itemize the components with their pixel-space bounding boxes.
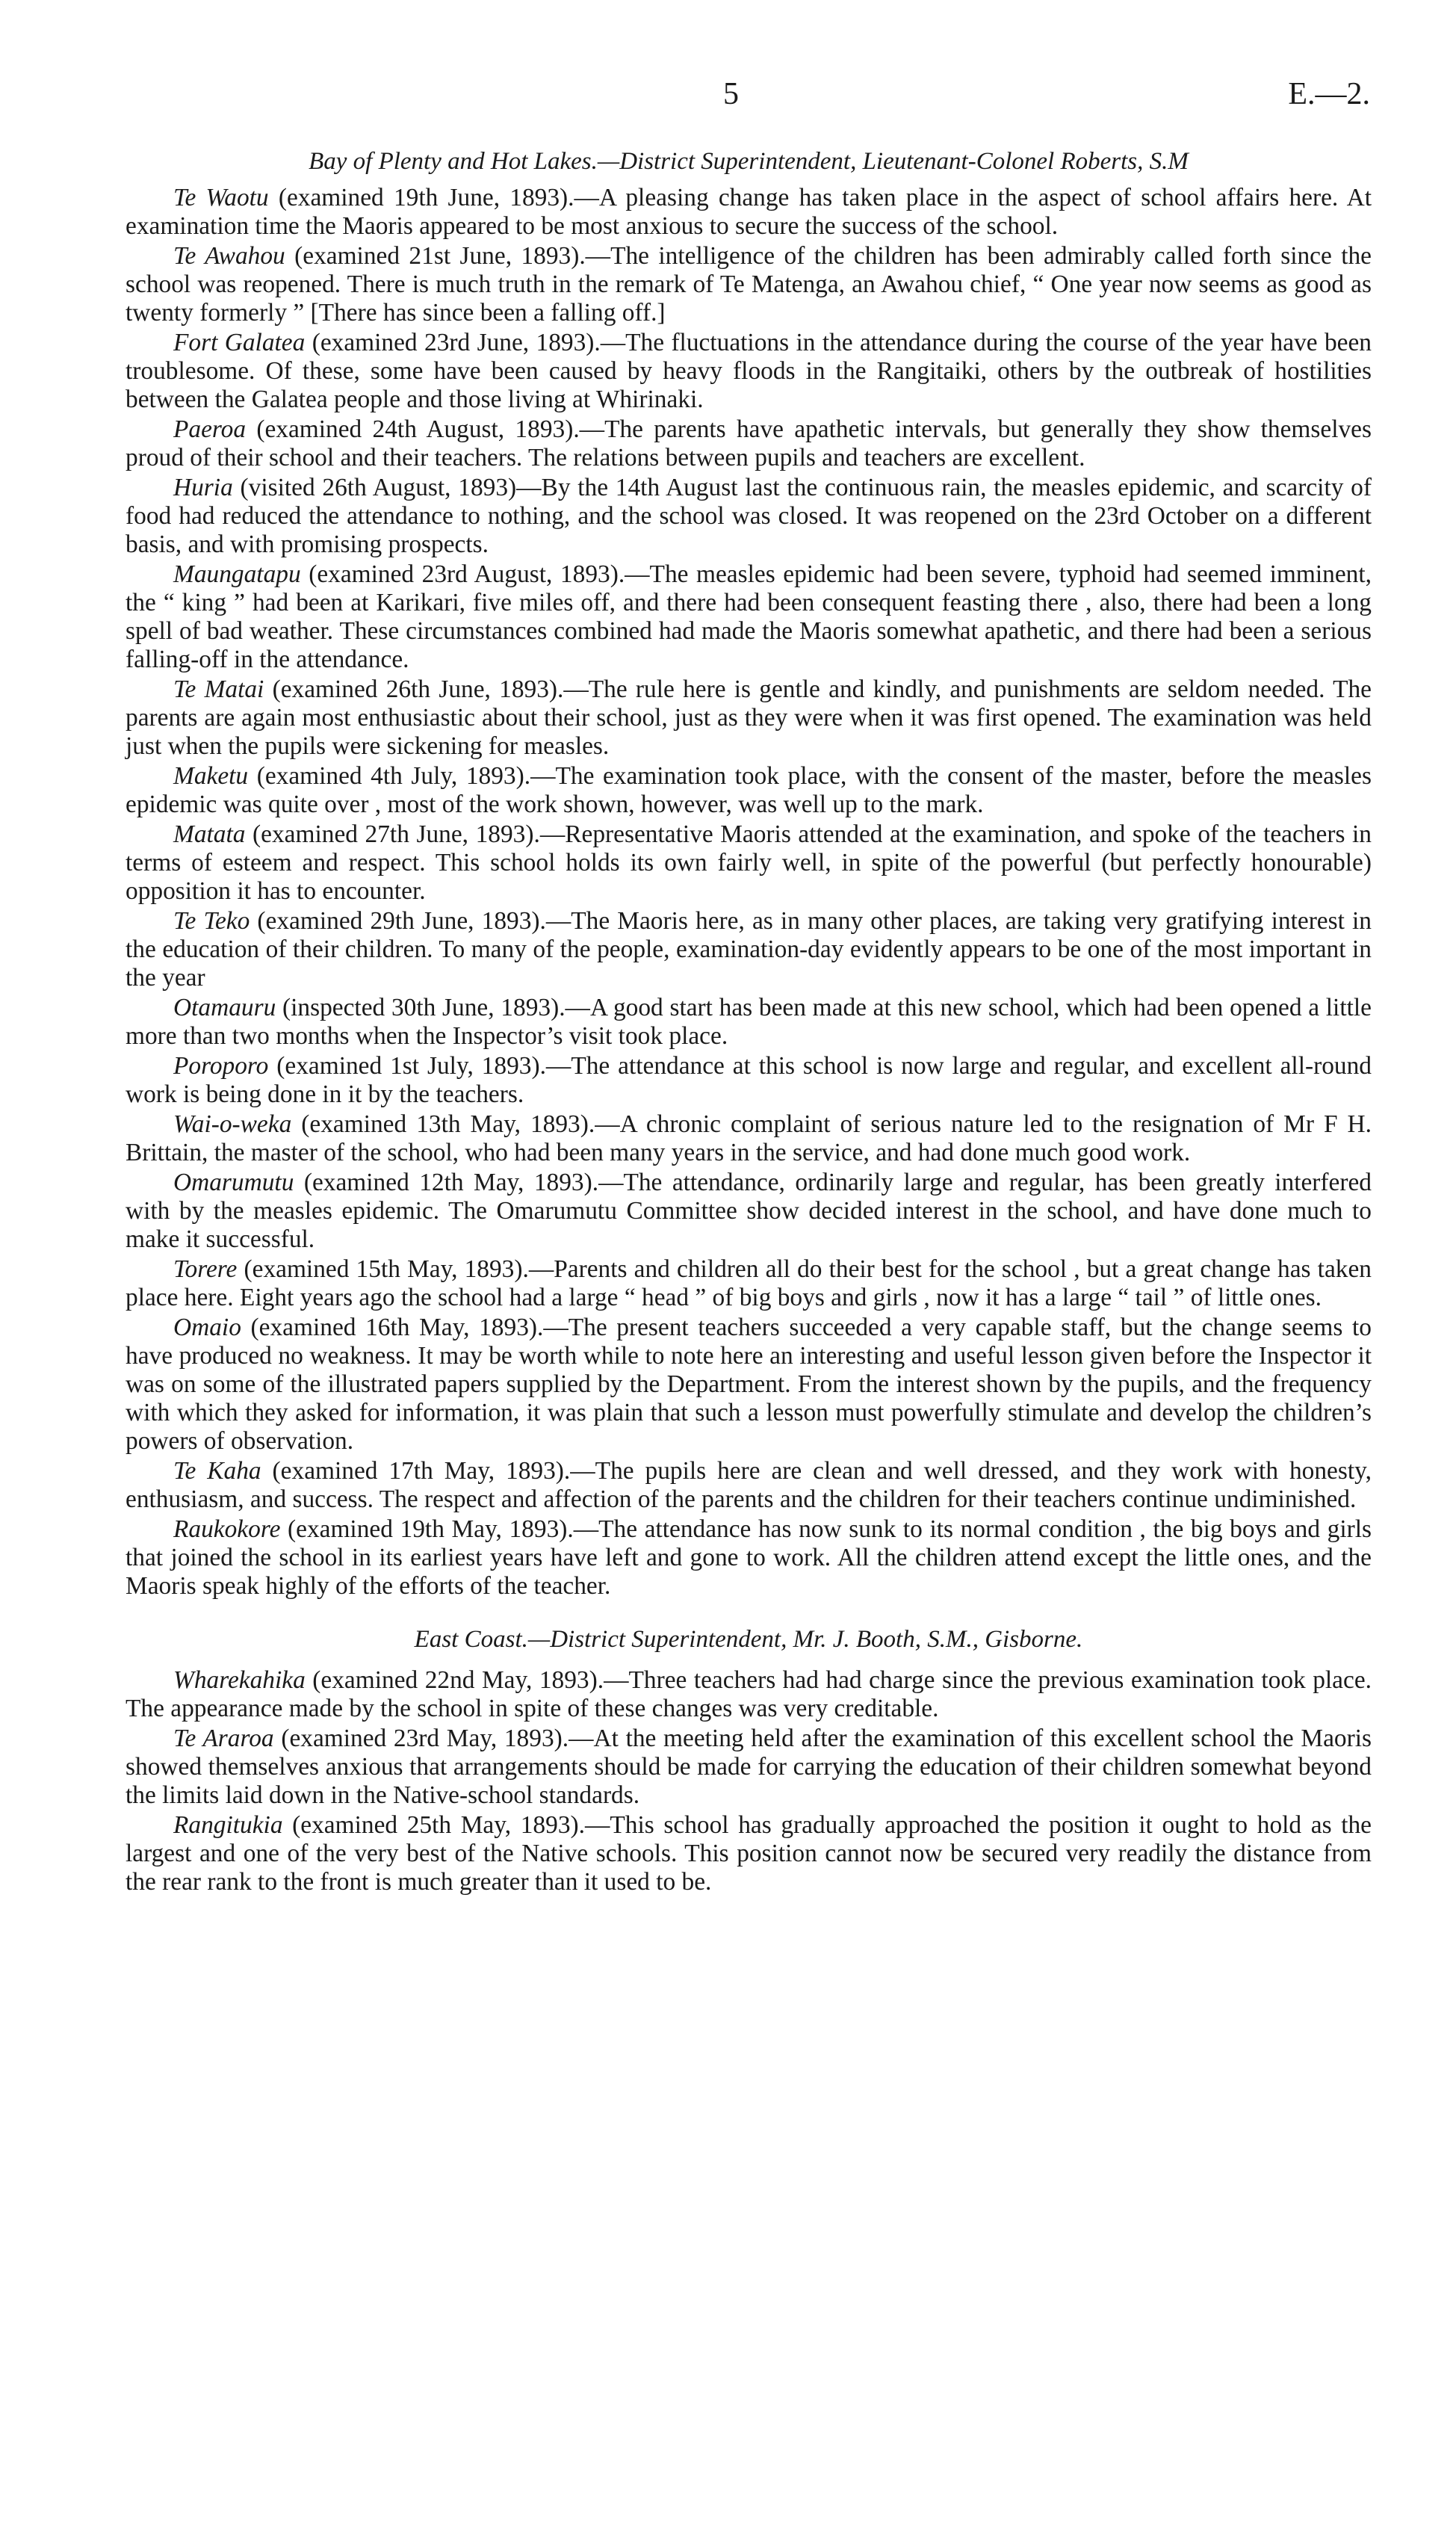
school-entry [126, 762, 1372, 819]
school-report-text: (examined 26th June, 1893).—The rule here is gentle and kindly, and punishments are seldom needed. The parents are again most enthusiastic about their school, just as they were when it was first opened. The examination was held just when the pupils were sickening for measles. [126, 675, 1372, 760]
school-entry [126, 1457, 1372, 1514]
section-heading: Bay of Plenty and Hot Lakes.—District Superintendent, Lieutenant-Colonel Roberts, S.M [309, 148, 1189, 175]
school-entry [126, 1666, 1372, 1723]
school-report-text: (examined 19th May, 1893).—The attendance has now sunk to its normal condition , the big boys and girls that joined the school in its earliest years have left and gone to work. All the children attend except the little ones, and the Maoris speak highly of the efforts of the teacher. [126, 1515, 1372, 1600]
school-report-text: (examined 13th May, 1893).—A chronic complaint of serious nature led to the resignation of Mr F H. Brittain, the master of the school, who had been many years in the service, and had done much good work. [126, 1110, 1372, 1166]
section-bay-of-plenty [126, 146, 1372, 1601]
school-name: Te Waotu [173, 184, 269, 211]
school-entry [126, 1169, 1372, 1254]
school-entry [126, 1725, 1372, 1810]
school-name: Wharekahika [173, 1666, 306, 1694]
school-report-text: (visited 26th August, 1893)—By the 14th August last the continuous rain, the measles epidemic, and scarcity of food had reduced the attendance to nothing, and the school was closed. It was reopened on the 23rd October on a different basis, and with promising prospects. [126, 474, 1372, 558]
school-name: Te Araroa [173, 1725, 274, 1752]
school-report-text: (examined 1st July, 1893).—The attendance at this school is now large and regular, and excellent all-round work is being done in it by the teachers. [126, 1052, 1372, 1108]
document-reference: E.—2. [1288, 77, 1370, 111]
page-header [120, 72, 1370, 117]
school-entry [126, 560, 1372, 674]
school-report-text: (examined 27th June, 1893).—Representative Maoris attended at the examination, and spoke of the teachers in terms of esteem and respect. This school holds its own fairly well, in spite of the powerful (but perfectly honourable) opposition it has to encounter. [126, 820, 1372, 905]
school-report-text: (examined 15th May, 1893).—Parents and children all do their best for the school , but a great change has taken place here. Eight years ago the school had a large “ head ” of big boys and girls , now it has a large “ tail ” of little ones. [126, 1255, 1372, 1311]
school-name: Paeroa [173, 415, 247, 443]
school-name: Te Awahou [173, 242, 285, 270]
school-report-text: (examined 12th May, 1893).—The attendance, ordinarily large and regular, has been greatly interfered with by the measles epidemic. The Omarumutu Committee show decided interest in the school, and have done much to make it successful. [126, 1169, 1372, 1253]
school-report-text: (examined 16th May, 1893).—The present teachers succeeded a very capable staff, but the change seems to have produced no weakness. It may be worth while to note here an interesting and useful lesson given before the Inspector it was on some of the illustrated papers supplied by the Department. From the interest shown by the pupils, and the frequency with which they asked for information, it was plain that such a lesson must powerfully stimulate and develop the children’s powers of observation. [126, 1314, 1372, 1455]
school-entry [126, 1255, 1372, 1312]
section-east-coast [126, 1624, 1372, 1896]
school-entry [126, 415, 1372, 472]
school-report-text: (examined 23rd May, 1893).—At the meeting held after the examination of this excellent school the Maoris showed themselves anxious that arrangements should be made for carrying the education of their children somewhat beyond the limits laid down in the Native-school standards. [126, 1725, 1372, 1809]
school-name: Fort Galatea [173, 329, 306, 356]
school-entry [126, 994, 1372, 1051]
school-report-text: (inspected 30th June, 1893).—A good start has been made at this new school, which had been opened a little more than two months when the Inspector’s visit took place. [126, 994, 1372, 1050]
school-entry [126, 1314, 1372, 1456]
school-name: Wai-o-weka [173, 1110, 292, 1138]
school-report-text: (examined 17th May, 1893).—The pupils here are clean and well dressed, and they work with honesty, enthusiasm, and success. The respect and affection of the parents and the children for their teachers continue undiminished. [126, 1457, 1372, 1513]
school-name: Maketu [173, 762, 249, 790]
school-report-text: (examined 29th June, 1893).—The Maoris here, as in many other places, are taking very gratifying interest in the education of their children. To many of the people, examination-day evidently appears to be one of the most important in the year [126, 907, 1372, 992]
school-report-text: (examined 22nd May, 1893).—Three teachers had had charge since the previous examination took place. The appearance made by the school in spite of these changes was very creditable. [126, 1666, 1372, 1722]
school-report-text: (examined 24th August, 1893).—The parents have apathetic intervals, but generally they show themselves proud of their school and their teachers. The relations between pupils and teachers are excellent. [126, 415, 1372, 471]
report-body [126, 146, 1372, 1898]
school-name: Huria [173, 474, 233, 501]
school-name: Omaio [173, 1314, 241, 1341]
school-entry [126, 1052, 1372, 1109]
section-heading: East Coast.—District Superintendent, Mr. J. Booth, S.M., Gisborne. [414, 1626, 1083, 1653]
school-report-text: (examined 25th May, 1893).—This school has gradually approached the position it ought to hold as the largest and one of the very best of the Native schools. This position cannot now be secured very readily the distance from the rear rank to the front is much greater than it used to be. [126, 1811, 1372, 1896]
school-entry [126, 242, 1372, 327]
school-entry [126, 820, 1372, 906]
school-entry [126, 474, 1372, 559]
school-entry [126, 1515, 1372, 1601]
school-name: Raukokore [173, 1515, 281, 1543]
school-entry [126, 329, 1372, 414]
school-name: Omarumutu [173, 1169, 294, 1196]
page-number: 5 [723, 77, 739, 111]
school-name: Te Teko [173, 907, 250, 935]
school-name: Rangitukia [173, 1811, 283, 1839]
school-entry [126, 184, 1372, 241]
school-name: Maungatapu [173, 560, 301, 588]
school-entry [126, 1811, 1372, 1896]
school-entry [126, 1110, 1372, 1167]
school-report-text: (examined 23rd June, 1893).—The fluctuations in the attendance during the course of the year have been troublesome. Of these, some have been caused by heavy floods in the Rangitaiki, others by the outbreak of hostilities between the Galatea people and those living at Whirinaki. [126, 329, 1372, 413]
school-name: Poroporo [173, 1052, 269, 1080]
school-name: Matata [173, 820, 246, 848]
school-name: Te Matai [173, 675, 264, 703]
school-name: Otamauru [173, 994, 276, 1021]
school-report-text: (examined 19th June, 1893).—A pleasing change has taken place in the aspect of school affairs here. At examination time the Maoris appeared to be most anxious to secure the success of the school. [126, 184, 1372, 240]
school-report-text: (examined 4th July, 1893).—The examination took place, with the consent of the master, before the measles epidemic was quite over , most of the work shown, however, was well up to the mark. [126, 762, 1372, 818]
school-report-text: (examined 23rd August, 1893).—The measles epidemic had been severe, typhoid had seemed imminent, the “ king ” had been at Karikari, five miles off, and there had been consequent feasting there , also, there had been a long spell of bad weather. These circumstances combined had made the Maoris somewhat apathetic, and there had been a serious falling-off in the attendance. [126, 560, 1372, 673]
school-entry [126, 907, 1372, 992]
school-report-text: (examined 21st June, 1893).—The intelligence of the children has been admirably called forth since the school was reopened. There is much truth in the remark of Te Matenga, an Awahou chief, “ One year now seems as good as twenty formerly ” [There has since been a falling off.] [126, 242, 1372, 327]
school-entry [126, 675, 1372, 761]
school-name: Torere [173, 1255, 238, 1283]
school-name: Te Kaha [173, 1457, 261, 1485]
